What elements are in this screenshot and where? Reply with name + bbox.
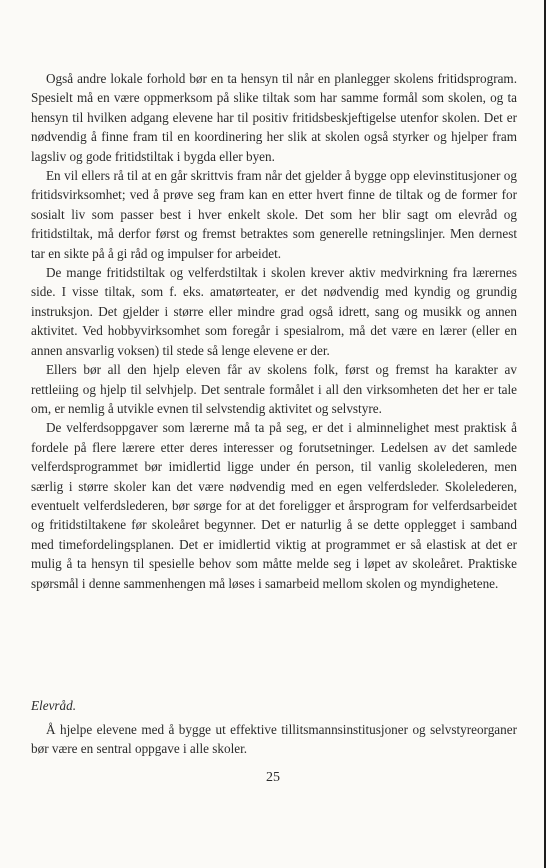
paragraph-3: De mange fritidstiltak og velferdstiltak i skolen krever aktiv medvirkning fra lærernes side. I visse tiltak, som f. eks. amatørteater, er det nødvendig med kyndig og grundig instruksjon. Det gjelder i større eller mindre grad også idrett, sang og musikk og annen aktivitet. Ved hobbyvirksomhet som foregår i spesialrom, må det være en lærer (eller en annen ansvarlig voksen) til stede så lenge elevene er der. <box>31 265 517 358</box>
paragraph-5: De velferdsoppgaver som lærerne må ta på seg, er det i alminnelighet mest praktisk å fordele på flere lærere etter deres interesser og forutsetninger. Ledelsen av det samlede velferdsprogrammet bør imidlertid ligge under én person, til vanlig skolelederen, men særlig i større skoler kan det være nødvendig med en egen velferdsleder. Skolelederen, eventuelt velferdslederen, bør sørge for at det foreligger et årsprogram for velferdsarbeidet og fritidstiltakene før skoleåret begynner. Det er naturlig å se dette opplegget i samband med timefordelingsplanen. Det er imidlertid viktig at programmet er så elastisk at det er mulig å ta hensyn til spesielle behov som måtte melde seg i løpet av skoleåret. Praktiske spørsmål i denne sammenhengen må løses i samarbeid mellom skolen og myndighetene. <box>31 420 517 591</box>
paragraph-2: En vil ellers rå til at en går skrittvis fram når det gjelder å bygge opp elevinstitusjoner og fritidsvirksomhet; ved å prøve seg fram kan en etter hvert finne de tiltak og de former for sosialt liv som passer best i hver enkelt skole. Det som her blir sagt om elevråd og fritidstiltak, må derfor først og fremst betraktes som generelle retningslinjer. Men dernest tar en sikte på å gi råd og impulser for arbeidet. <box>31 168 517 261</box>
page-number: 25 <box>266 770 280 785</box>
body-text <box>31 69 517 593</box>
paragraph-6: Å hjelpe elevene med å bygge ut effektive tillitsmannsinstitusjoner og selvstyreorganer bør være en sentral oppgave i alle skoler. <box>31 722 517 757</box>
paragraph-1: Også andre lokale forhold bør en ta hensyn til når en planlegger skolens fritidsprogram. Spesielt må en være oppmerksom på slike tiltak som har samme formål som skolen, og ta hensyn til hvilken adgang elevene har til positiv fritidsbeskjeftigelse utenfor skolen. Det er nødvendig å finne fram til en koordinering her slik at skolen også styrker og hjelper fram lagsliv og gode fritidstiltak i bygda eller byen. <box>31 71 517 164</box>
section-heading: Elevråd. <box>31 698 77 713</box>
paragraph-4: Ellers bør all den hjelp eleven får av skolens folk, først og fremst ha karakter av rettleiing og hjelp til selvhjelp. Det sentrale formålet i all den virksomheten det her er tale om, er nemlig å utvikle evnen til selvstendig aktivitet og selvstyre. <box>31 362 517 416</box>
